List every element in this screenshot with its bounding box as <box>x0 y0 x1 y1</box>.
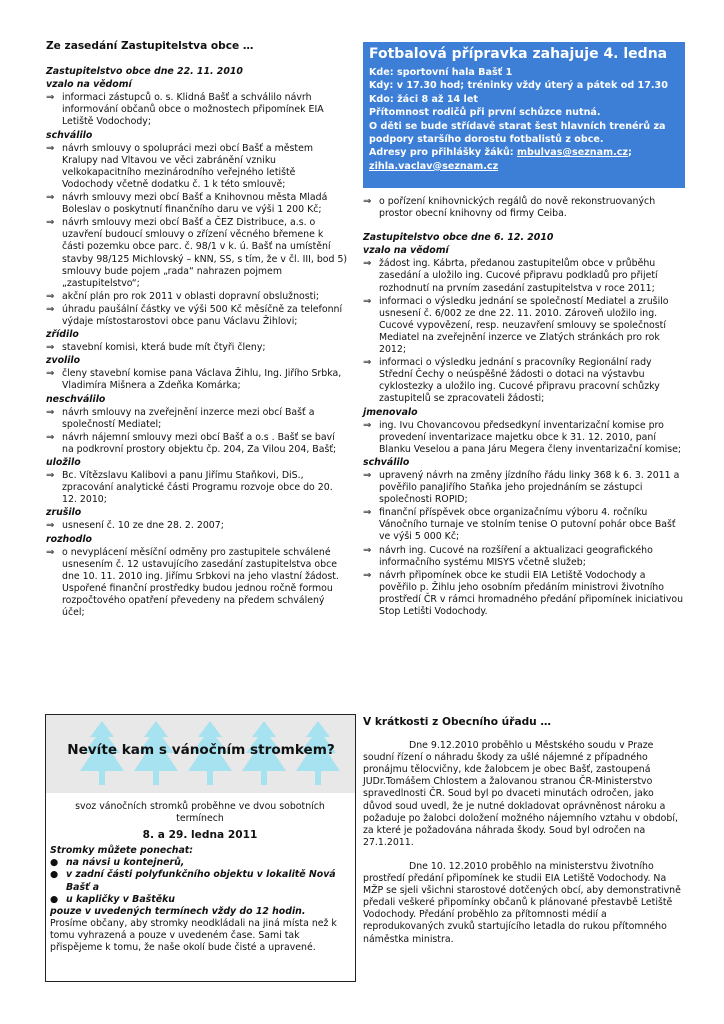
place-text: u kapličky v Baštěku <box>66 893 175 905</box>
item-text: usnesení č. 10 ze dne 28. 2. 2007; <box>62 520 224 532</box>
category-label: vzalo na vědomí <box>46 79 132 91</box>
item-text: návrh smlouvy mezi obcí Bašť a Knihovnou města Mladá Boleslav o poskytnutí finančního daru ve výši 1 200 Kč; <box>62 192 328 216</box>
category-label: jmenovalo <box>363 406 418 418</box>
bullet-icon: ● <box>50 869 59 881</box>
item-text: Bc. Vítězslavu Kalibovi a panu Jiřímu Staňkovi, DiS., zpracování analytické části Programu rozvoje obce do 20. 12. 2010; <box>62 470 333 506</box>
bullet-icon: ● <box>50 857 59 869</box>
collection-intro: svoz vánočních stromků proběhne ve dvou sobotních termínech <box>75 801 325 825</box>
list-item <box>46 192 348 216</box>
item-text: návrh připomínek obce ke studii EIA Letiště Vodochody a pověřilo p. Žihlu jeho osobním předáním ministrovi životního prostředí ČR v rámci hromadného předání připomínek iniciativou Stop Letišti Vodochody. <box>379 569 684 617</box>
arrow-icon: ⇒ <box>46 546 55 558</box>
list-item <box>46 304 348 328</box>
office-paragraph-2: Dne 10. 12.2010 proběhlo na ministerstvu životního prostředí předání připomínek ke studii EIA Letiště Vodochody. Na MŽP se sjeli všichni starostové dotčených obcí, aby demonstrativně předali veškeré připomínky občanů k plánované přestavbě Letiště Vodochody. Předání proběhlo za přítomnosti médií a reprodukovaných zvuků startujícího letadla do rukou přítomného náměstka ministra. <box>363 860 681 945</box>
arrow-icon: ⇒ <box>46 290 55 302</box>
arrow-icon: ⇒ <box>363 544 372 556</box>
list-item <box>46 291 348 303</box>
item-text: akční plán pro rok 2011 v oblasti dopravní obslužnosti; <box>62 290 320 302</box>
football-line: O děti se bude střídavě starat šest hlavních trenérů za podpory staršího dorostu fotbalistů z obce. <box>369 120 666 146</box>
request-text: Prosíme občany, aby stromky neodkládali na jiná místa než k tomu vyhrazená a pouze v uvedeném čase. Sami tak přispějeme k tomu, že naše okolí bude čisté a upravené. <box>50 917 337 954</box>
collection-dates: 8. a 29. ledna 2011 <box>142 829 258 842</box>
list-item <box>46 547 348 620</box>
category-label: rozhodlo <box>46 533 93 545</box>
category-label: schválilo <box>363 456 410 468</box>
only-terms: pouze v uvedených termínech vždy do 12 hodin. <box>50 905 306 917</box>
list-item <box>363 507 685 543</box>
place-item <box>50 857 350 869</box>
place-item <box>50 894 350 906</box>
arrow-icon: ⇒ <box>46 217 55 229</box>
list-item <box>46 520 348 532</box>
list-item <box>363 357 685 405</box>
office-news <box>363 716 685 958</box>
tree-banner <box>46 715 355 793</box>
football-title: Fotbalová přípravka zahajuje 4. ledna <box>369 46 668 62</box>
arrow-icon: ⇒ <box>363 357 372 369</box>
christmas-tree-notice <box>45 714 356 982</box>
office-title: V krátkosti z Obecního úřadu … <box>363 716 552 728</box>
email-link-2[interactable]: zihla.vaclav@seznam.cz <box>369 160 499 172</box>
category-label: zřídilo <box>46 329 79 341</box>
item-text: návrh ing. Cucové na rozšíření a aktualizaci geografického informačního systému MISYS včetně služeb; <box>379 544 653 568</box>
list-item <box>363 570 685 618</box>
list-item <box>363 296 685 356</box>
session-heading-6-12: Zastupitelstvo obce dne 6. 12. 2010 <box>363 232 554 244</box>
list-item <box>46 143 348 191</box>
office-paragraph-1: Dne 9.12.2010 proběhlo u Městského soudu v Praze soudní řízení o náhradu škody za ušlé nájemné z případného pronájmu tělocvičny, kde žalobcem je obec Bašť, zastoupená JUDr.Tomášem Chlostem a žalovanou stranou ČR-Ministerstvo spravedlnosti ČR. Soud byl po dvaceti minutách odročen, jako důvod soud uvedl, že je nutné dokladovat oprávněnost nároku a požaduje po žalobci doložení možného nájemního vztahu v období, za které je požadována náhrada škody. Soud byl odročen na 27.1.2011. <box>363 740 678 848</box>
category-label: neschválilo <box>46 393 106 405</box>
arrow-icon: ⇒ <box>363 419 372 431</box>
football-line: Kdy: v 17.30 hod; tréninky vždy úterý a pátek od 17.30 <box>369 80 668 92</box>
item-text: návrh smlouvy na zveřejnění inzerce mezi obcí Bašť a společností Mediatel; <box>62 406 315 430</box>
item-text: návrh smlouvy o spolupráci mezi obcí Bašť a městem Kralupy nad Vltavou ve věci zabránění vzniku velkokapacitního mezinárodního veřejného letiště Vodochody včetně dodatku č. 1 k této smlouvě; <box>62 142 313 190</box>
football-line: Kde: sportovní hala Bašť 1 <box>369 67 513 78</box>
category-label: vzalo na vědomí <box>363 245 449 257</box>
list-item <box>363 420 685 456</box>
list-item <box>46 368 348 392</box>
item-text: návrh nájemní smlouvy mezi obcí Bašť a o.s . Bašť se baví na podkrovní prostory objektu čp. 204, Za Vilou 204, Bašť; <box>62 431 337 455</box>
right-resolutions <box>363 245 685 618</box>
arrow-icon: ⇒ <box>363 196 372 207</box>
christmas-body <box>50 801 350 954</box>
football-notice <box>363 42 685 188</box>
list-item <box>363 196 685 220</box>
list-item <box>46 407 348 431</box>
place-item <box>50 869 350 893</box>
category-label: schválilo <box>46 129 93 141</box>
item-text: ing. Ivu Chovancovou předsedkyní inventarizační komise pro provedení inventarizace majetku obce k 31. 12. 2010, paní Blanku Veselou a pana Járu Megera členy inventarizační komise; <box>379 419 682 455</box>
arrow-icon: ⇒ <box>363 258 372 270</box>
arrow-icon: ⇒ <box>46 431 55 443</box>
place-text: na návsi u kontejnerů, <box>66 857 185 869</box>
item-text: finanční příspěvek obce organizačnímu výboru 4. ročníku Vánočního turnaje ve stolním tenise O putovní pohár obce Bašť ve výši 5 000 Kč; <box>379 507 676 543</box>
category-label: uložilo <box>46 457 81 468</box>
right-column <box>363 196 685 619</box>
item-text: o pořízení knihovnických regálů do nově rekonstruovaných prostor obecní knihovny od firmy Ceiba. <box>379 196 656 220</box>
list-item <box>46 432 348 456</box>
item-text: návrh smlouvy mezi obcí Bašť a ČEZ Distribuce, a.s. o uzavření budoucí smlouvy o zřízení věcného břemene k části pozemku obce parc. č. 98/1 v k. ú. Bašť na umístění stavby 98/125 Michlovský – kNN, SS, s tím, že v čl. III, bod 5) smlouvy bude pojem „rada“ nahrazen pojmem „zastupitelstvo“; <box>62 217 348 289</box>
christmas-heading: Nevíte kam s vánočním stromkem? <box>67 742 335 758</box>
arrow-icon: ⇒ <box>46 142 55 154</box>
item-text: informaci o výsledku jednání s pracovníky Regionální rady Střední Čechy o neúspěšné žádosti o dotaci na výstavbu cyklostezky a uložilo ing. Cucové připravu pracovní schůzky zastupitelů se zpracovateli žádosti; <box>379 357 660 405</box>
item-text: žádost ing. Kábrta, předanou zastupitelům obce v průběhu zasedání a uložilo ing. Cucové připravu podkladů pro přijetí rozhodnutí na prvním zasedání zastupitelstva v roce 2011; <box>379 258 658 294</box>
bullet-icon: ● <box>50 893 59 905</box>
item-text: stavební komisi, která bude mít čtyři členy; <box>62 342 266 354</box>
category-label: zrušilo <box>46 507 82 519</box>
football-line: Přítomnost rodičů při první schůzce nutná. <box>369 107 601 119</box>
football-line: Kdo: žáci 8 až 14 let <box>369 93 478 105</box>
arrow-icon: ⇒ <box>46 192 55 204</box>
where-title: Stromky můžete ponechat: <box>50 845 194 857</box>
left-column <box>46 40 348 620</box>
email-link-1[interactable]: mbulvas@seznam.cz <box>516 147 629 159</box>
list-item <box>363 470 685 506</box>
list-item <box>363 258 685 294</box>
left-resolutions <box>46 79 348 619</box>
list-item <box>46 342 348 354</box>
arrow-icon: ⇒ <box>46 92 55 104</box>
arrow-icon: ⇒ <box>363 507 372 519</box>
arrow-icon: ⇒ <box>46 470 55 482</box>
session-heading-22-11: Zastupitelstvo obce dne 22. 11. 2010 <box>46 66 243 78</box>
council-heading: Ze zasedání Zastupitelstva obce … <box>46 40 254 52</box>
list-item <box>46 470 348 506</box>
arrow-icon: ⇒ <box>46 406 55 418</box>
item-text: upravený návrh na změny jízdního řádu linky 368 k 6. 3. 2011 a pověřilo panaJiřího Staňka jeho projednáním se zástupci společnosti ROPID; <box>379 469 680 506</box>
arrow-icon: ⇒ <box>46 368 55 380</box>
list-item <box>363 545 685 569</box>
arrow-icon: ⇒ <box>363 569 372 581</box>
item-text: o nevyplácení měsíční odměny pro zastupitele schválené usnesením č. 12 ustavujícího zasedání zastupitelstva obce dne 10. 11. 2010 ing. Jiřímu Srbkovi na jeho vlastní žádost. Uspořené finanční prostředky budou jednou ročně formou rozpočtového opatření převedeny na předem schválený účel; <box>62 546 339 619</box>
place-text: v zadní části polyfunkčního objektu v lokalitě Nová Bašť a <box>66 869 336 893</box>
arrow-icon: ⇒ <box>363 295 372 307</box>
contact-prefix: Adresy pro přihlášky žáků: <box>369 147 517 159</box>
arrow-icon: ⇒ <box>46 342 55 354</box>
arrow-icon: ⇒ <box>46 303 55 315</box>
item-text: informaci zástupců o. s. Klidná Bašť a schválilo návrh informování občanů obce o možnostech připomínek EIA Letiště Vodochody; <box>62 92 324 128</box>
item-text: členy stavební komise pana Václava Žihlu, Ing. Jiřího Srbka, Vladimíra Mišnera a Zdeňka Komárka; <box>62 368 342 392</box>
item-text: informaci o výsledku jednání se společností Mediatel a zrušilo usnesení č. 6/002 ze dne 22. 11. 2010. Zároveň uložilo ing. Cucové vypovězení, resp. neuzavření smlouvy se společností Mediatel na zveřejnění inzerce ve Zlatých stránkách pro rok 2012; <box>379 295 669 356</box>
list-item <box>46 217 348 290</box>
list-item <box>46 92 348 128</box>
item-text: úhradu paušální částky ve výši 500 Kč měsíčně za telefonní výdaje místostarostovi obce panu Václavu Žihlovi; <box>62 303 343 327</box>
football-contact: Adresy pro přihlášky žáků: mbulvas@seznam.cz; zihla.vaclav@seznam.cz <box>369 147 632 172</box>
category-label: zvolilo <box>46 355 81 367</box>
arrow-icon: ⇒ <box>363 469 372 481</box>
arrow-icon: ⇒ <box>46 520 55 532</box>
